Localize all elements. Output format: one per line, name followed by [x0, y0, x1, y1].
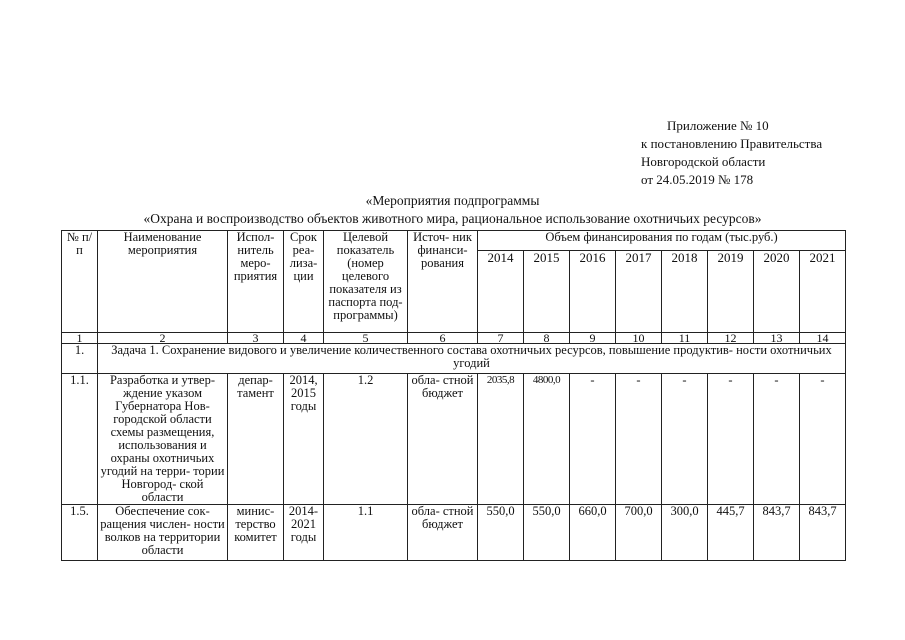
row-value: 843,7 [800, 505, 846, 561]
task-text: Задача 1. Сохранение видового и увеличение количественного состава охотничьих ресурсов, повышение продуктив- ности охотничьих угодий [98, 344, 846, 374]
column-number: 9 [570, 333, 616, 344]
header-executor: Испол- нитель меро- приятия [228, 231, 284, 333]
appendix-line-3: Новгородской области [641, 154, 766, 169]
appendix-line-2: к постановлению Правительства [641, 136, 823, 151]
year-cell: 2016 [570, 251, 616, 333]
header-num: № п/п [62, 231, 98, 333]
year-cell: 2021 [800, 251, 846, 333]
row-value: - [662, 374, 708, 505]
row-executor: минис- терство комитет [228, 505, 284, 561]
column-number-row [62, 333, 846, 344]
column-number: 2 [98, 333, 228, 344]
column-number: 1 [62, 333, 98, 344]
row-value: - [570, 374, 616, 505]
row-value: 4800,0 [524, 374, 570, 505]
row-value: - [800, 374, 846, 505]
table-row [62, 505, 846, 561]
year-cell: 2018 [662, 251, 708, 333]
appendix-number: Приложение № 10 [667, 118, 769, 133]
column-number: 14 [800, 333, 846, 344]
row-value: 700,0 [616, 505, 662, 561]
header-source: Источ- ник финанси- рования [408, 231, 478, 333]
row-term: 2014- 2021 годы [284, 505, 324, 561]
row-value: 843,7 [754, 505, 800, 561]
column-number: 7 [478, 333, 524, 344]
measures-table [61, 230, 846, 561]
appendix-date: от 24.05.2019 № 178 [641, 172, 754, 187]
row-number: 1.5. [62, 505, 98, 561]
column-number: 6 [408, 333, 478, 344]
row-target: 1.2 [324, 374, 408, 505]
column-number: 8 [524, 333, 570, 344]
column-number: 4 [284, 333, 324, 344]
row-name: Обеспечение сок- ращения числен- ности волков на территории области [98, 505, 228, 561]
column-number: 11 [662, 333, 708, 344]
row-value: - [754, 374, 800, 505]
year-cell: 2015 [524, 251, 570, 333]
task-row [62, 344, 846, 374]
row-value: 550,0 [524, 505, 570, 561]
year-cell: 2017 [616, 251, 662, 333]
row-value: 445,7 [708, 505, 754, 561]
year-cell: 2020 [754, 251, 800, 333]
column-number: 13 [754, 333, 800, 344]
header-target: Целевой показатель (номер целевого показателя из паспорта под- программы) [324, 231, 408, 333]
row-name: Разработка и утвер- ждение указом Губернатора Нов- городской области схемы размещения, использования и охраны охотничьих угодий на терри- тории Новгород- ской области [98, 374, 228, 505]
document-title-line-2: «Охрана и воспроизводство объектов животного мира, рациональное использование охотничьих ресурсов» [143, 211, 762, 226]
table-row [62, 374, 846, 505]
row-value: - [708, 374, 754, 505]
year-cell: 2014 [478, 251, 524, 333]
row-target: 1.1 [324, 505, 408, 561]
document-title-line-1: «Мероприятия подпрограммы [365, 193, 540, 208]
header-name: Наименование мероприятия [98, 231, 228, 333]
header-term: Срок реа- лиза- ции [284, 231, 324, 333]
column-number: 3 [228, 333, 284, 344]
row-value: 2035,8 [478, 374, 524, 505]
row-source: обла- стной бюджет [408, 505, 478, 561]
column-number: 12 [708, 333, 754, 344]
row-value: 300,0 [662, 505, 708, 561]
column-number: 10 [616, 333, 662, 344]
column-number: 5 [324, 333, 408, 344]
header-row-top [62, 231, 846, 251]
row-term: 2014, 2015 годы [284, 374, 324, 505]
row-executor: депар- тамент [228, 374, 284, 505]
appendix-block [641, 117, 822, 189]
row-source: обла- стной бюджет [408, 374, 478, 505]
row-value: - [616, 374, 662, 505]
row-value: 550,0 [478, 505, 524, 561]
row-number: 1.1. [62, 374, 98, 505]
task-number: 1. [62, 344, 98, 374]
header-funding: Объем финансирования по годам (тыс.руб.) [478, 231, 846, 251]
row-value: 660,0 [570, 505, 616, 561]
year-cell: 2019 [708, 251, 754, 333]
